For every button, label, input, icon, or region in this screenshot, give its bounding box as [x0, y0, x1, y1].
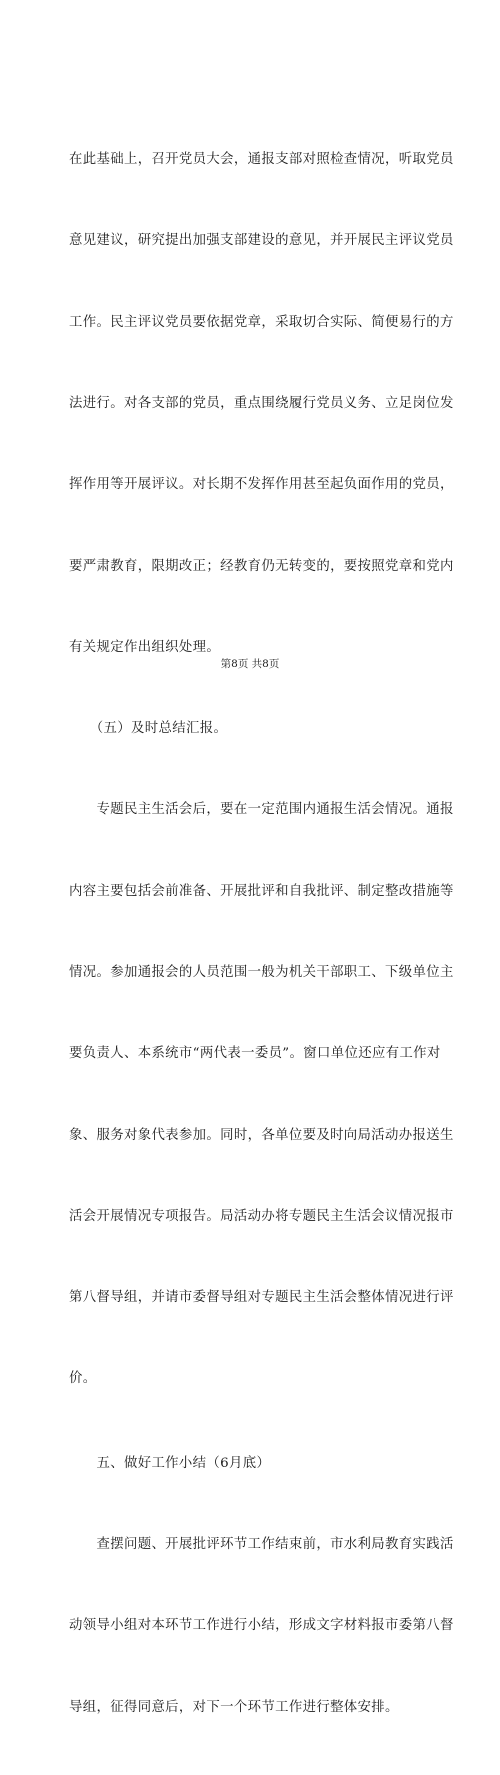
section-heading: 五、做好工作小结（6月底） [69, 1455, 271, 1471]
text-line: 导组，征得同意后，对下一个环节工作进行整体安排。 [69, 1699, 399, 1715]
text-line: 要负责人、本系统市“两代表一委员”。窗口单位还应有工作对 [69, 1046, 441, 1062]
body-text [69, 92, 454, 1775]
text-line: 意见建议，研究提出加强支部建设的意见，并开展民主评议党员 [69, 233, 454, 249]
section-heading: （五）及时总结汇报。 [69, 721, 228, 737]
page-footer: 第8页 共8页 [220, 658, 280, 670]
text-line: 活会开展情况专项报告。局活动办将专题民主生活会议情况报市 [69, 1208, 454, 1224]
text-line: 价。 [69, 1371, 97, 1387]
text-line: 工作。民主评议党员要依据党章，采取切合实际、简便易行的方 [69, 314, 454, 330]
text-line: 要严肃教育，限期改正；经教育仍无转变的，要按照党章和党内 [69, 558, 454, 574]
text-line: 专题民主生活会后，要在一定范围内通报生活会情况。通报 [69, 802, 454, 818]
text-line: 挥作用等开展评议。对长期不发挥作用甚至起负面作用的党员， [69, 477, 454, 493]
text-line: 法进行。对各支部的党员，重点围绕履行党员义务、立足岗位发 [69, 396, 454, 412]
text-line: 内容主要包括会前准备、开展批评和自我批评、制定整改措施等 [69, 883, 454, 899]
text-line: 动领导小组对本环节工作进行小结，形成文字材料报市委第八督 [69, 1618, 454, 1634]
text-line: 象、服务对象代表参加。同时，各单位要及时向局活动办报送生 [69, 1127, 454, 1143]
text-line: 查摆问题、开展批评环节工作结束前，市水利局教育实践活 [69, 1536, 454, 1552]
text-line: 第八督导组，并请市委督导组对专题民主生活会整体情况进行评 [69, 1290, 454, 1306]
text-line: 情况。参加通报会的人员范围一般为机关干部职工、下级单位主 [69, 965, 454, 980]
text-line: 在此基础上，召开党员大会，通报支部对照检查情况，听取党员 [69, 152, 454, 168]
text-line: 有关规定作出组织处理。 [69, 639, 221, 655]
